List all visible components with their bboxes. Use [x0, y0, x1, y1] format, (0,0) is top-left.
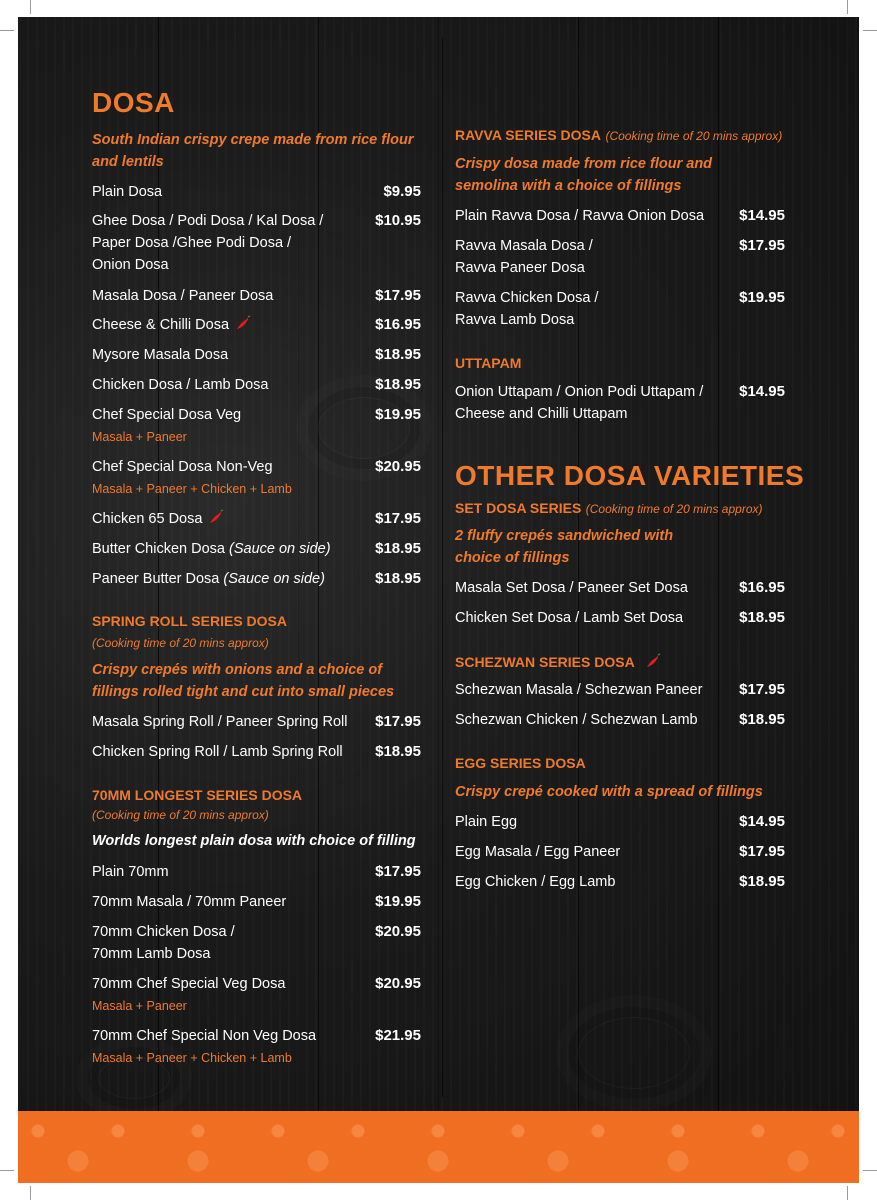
menu-item-name-text: Chicken Spring Roll / Lamb Spring Roll [92, 744, 343, 760]
menu-item-name [92, 508, 361, 530]
menu-item-name-text: Masala Spring Roll / Paneer Spring Roll [92, 714, 348, 730]
menu-item-name [92, 1025, 361, 1047]
menu-item [455, 607, 785, 629]
menu-item [92, 210, 421, 276]
menu-item-note: (Sauce on side) [219, 571, 325, 587]
menu-item-note: (Sauce on side) [224, 541, 331, 557]
menu-item [455, 287, 785, 331]
crop-mark [30, 0, 31, 14]
set-dosa-heading [455, 500, 763, 518]
menu-item-name-text: Ghee Dosa / Podi Dosa / Kal Dosa / Paper Dosa /Ghee Podi Dosa / Onion Dosa [92, 213, 324, 273]
set-dosa-title: SET DOSA SERIES [455, 500, 582, 516]
menu-item-name [92, 921, 361, 965]
menu-item-price: $18.95 [375, 570, 421, 587]
longest-note: (Cooking time of 20 mins approx) [92, 808, 269, 822]
menu-item-price: $14.95 [739, 383, 785, 400]
menu-item-name-text: Cheese & Chilli Dosa [92, 317, 230, 333]
crop-mark [0, 1170, 14, 1171]
menu-item-name [455, 607, 725, 629]
ravva-description: Crispy dosa made from rice flour and semolina with a choice of fillings [455, 156, 713, 194]
menu-item-price: $16.95 [739, 579, 785, 596]
menu-item-subtext: Masala + Paneer + Chicken + Lamb [92, 1051, 292, 1065]
set-dosa-note: (Cooking time of 20 mins approx) [585, 502, 763, 516]
menu-item-name [92, 456, 361, 478]
menu-item-name-text: Mysore Masala Dosa [92, 347, 229, 363]
menu-item-name [92, 973, 361, 995]
menu-item-name-text: Ravva Chicken Dosa / Ravva Lamb Dosa [455, 290, 599, 328]
menu-item-price: $19.95 [739, 289, 785, 306]
menu-item-price: $10.95 [375, 212, 421, 229]
menu-item [92, 1025, 421, 1069]
column-divider [442, 37, 443, 1097]
other-dosa-title: OTHER DOSA VARIETIES [455, 460, 805, 491]
menu-item [455, 577, 785, 599]
menu-item-price: $18.95 [375, 743, 421, 760]
menu-item-price: $17.95 [375, 713, 421, 730]
menu-item-price: $17.95 [739, 237, 785, 254]
chili-icon [235, 315, 251, 331]
menu-item [92, 181, 421, 203]
menu-item-price: $18.95 [375, 346, 421, 363]
menu-item-name-text: Chef Special Dosa Non-Veg [92, 459, 273, 475]
ravva-title: RAVVA SERIES DOSA [455, 127, 601, 143]
spring-roll-title: SPRING ROLL SERIES DOSA [92, 613, 287, 629]
menu-item [455, 679, 785, 701]
menu-item [92, 891, 421, 913]
menu-item-name [92, 181, 361, 203]
menu-item [92, 973, 421, 1017]
menu-item [455, 709, 785, 731]
menu-item-name [92, 711, 361, 733]
menu-item-name-text: Plain Ravva Dosa / Ravva Onion Dosa [455, 208, 705, 224]
menu-item-name [92, 210, 361, 276]
menu-item-price: $14.95 [739, 813, 785, 830]
menu-item-name-text: Masala Dosa / Paneer Dosa [92, 288, 274, 304]
menu-item-name-text: 70mm Chef Special Veg Dosa [92, 976, 286, 992]
menu-item-name [455, 235, 725, 279]
menu-item [455, 205, 785, 227]
chili-icon [208, 509, 224, 525]
menu-item-name-text: Chicken Dosa / Lamb Dosa [92, 377, 269, 393]
menu-item-price: $18.95 [375, 376, 421, 393]
egg-title: EGG SERIES DOSA [455, 755, 586, 771]
set-dosa-description: 2 fluffy crepés sandwiched with choice of fillings [455, 528, 674, 566]
menu-item-name-text: Egg Chicken / Egg Lamb [455, 874, 616, 890]
menu-item-name-text: Butter Chicken Dosa [92, 541, 225, 557]
menu-item [92, 456, 421, 500]
crop-mark [847, 1186, 848, 1200]
longest-title: 70MM LONGEST SERIES DOSA [92, 787, 303, 803]
crop-mark [863, 30, 877, 31]
crop-mark [30, 1186, 31, 1200]
menu-item-name-text: Onion Uttapam / Onion Podi Uttapam / Cheese and Chilli Uttapam [455, 384, 704, 422]
menu-item-price: $20.95 [375, 975, 421, 992]
menu-item [455, 871, 785, 893]
menu-item-subtext: Masala + Paneer [92, 999, 187, 1013]
menu-item-subtext: Masala + Paneer [92, 430, 187, 444]
menu-board [18, 17, 859, 1112]
menu-item-subtext: Masala + Paneer + Chicken + Lamb [92, 482, 292, 496]
menu-item-price: $18.95 [739, 609, 785, 626]
menu-item [455, 841, 785, 863]
menu-item-name-text: Plain Dosa [92, 184, 163, 200]
menu-item-name [92, 741, 361, 763]
menu-item-name [455, 709, 725, 731]
menu-item-name [455, 577, 725, 599]
menu-item [92, 374, 421, 396]
chili-icon [645, 653, 661, 669]
spring-roll-description: Crispy crepés with onions and a choice of fillings rolled tight and cut into small pieces [92, 662, 395, 700]
crop-mark [863, 1170, 877, 1171]
ravva-heading [455, 127, 782, 145]
egg-description: Crispy crepé cooked with a spread of fillings [455, 784, 763, 800]
menu-item-name [92, 404, 361, 426]
menu-item [92, 538, 421, 560]
dosa-title: DOSA [92, 87, 175, 118]
menu-item-price: $19.95 [375, 893, 421, 910]
menu-item-name [92, 568, 361, 590]
menu-item-name [92, 861, 361, 883]
menu-item-price: $21.95 [375, 1027, 421, 1044]
footer-pattern-band [18, 1111, 859, 1183]
wood-knot [578, 1017, 690, 1089]
menu-item-price: $17.95 [739, 681, 785, 698]
menu-item-name-text: Masala Set Dosa / Paneer Set Dosa [455, 580, 688, 596]
menu-item [92, 404, 421, 448]
menu-item-name [455, 811, 725, 833]
menu-item-price: $18.95 [375, 540, 421, 557]
menu-item-name-text: Chicken Set Dosa / Lamb Set Dosa [455, 610, 684, 626]
menu-item-price: $17.95 [375, 863, 421, 880]
menu-item-name [455, 679, 725, 701]
menu-item-price: $17.95 [375, 510, 421, 527]
menu-item [455, 381, 785, 425]
menu-item-name-text: Schezwan Masala / Schezwan Paneer [455, 682, 703, 698]
menu-item [92, 568, 421, 590]
menu-item-name-text: Egg Masala / Egg Paneer [455, 844, 621, 860]
crop-mark [0, 30, 14, 31]
schezwan-title: SCHEZWAN SERIES DOSA [455, 654, 635, 670]
menu-item-name-text: Schezwan Chicken / Schezwan Lamb [455, 712, 698, 728]
menu-item-name [92, 374, 361, 396]
menu-item-name [92, 891, 361, 913]
menu-item [92, 508, 421, 530]
menu-item-name-text: Chef Special Dosa Veg [92, 407, 242, 423]
crop-mark [847, 0, 848, 14]
menu-item-name [455, 205, 725, 227]
menu-item-name [455, 381, 725, 425]
menu-item-name [455, 871, 725, 893]
menu-item-name [455, 841, 725, 863]
menu-item-name-text: 70mm Chicken Dosa / 70mm Lamb Dosa [92, 924, 235, 962]
menu-item [455, 235, 785, 279]
menu-item [92, 861, 421, 883]
menu-item-name-text: Paneer Butter Dosa [92, 571, 220, 587]
menu-item [92, 285, 421, 307]
menu-item [92, 741, 421, 763]
menu-item-name [92, 538, 361, 560]
menu-item-name [92, 314, 361, 336]
menu-item-name-text: Ravva Masala Dosa / Ravva Paneer Dosa [455, 238, 593, 276]
menu-item [92, 314, 421, 336]
longest-description: Worlds longest plain dosa with choice of filling [92, 833, 416, 849]
menu-item-name-text: Plain 70mm [92, 864, 169, 880]
menu-item-price: $14.95 [739, 207, 785, 224]
menu-item-name [455, 287, 725, 331]
menu-item-price: $20.95 [375, 458, 421, 475]
menu-item-price: $17.95 [375, 287, 421, 304]
menu-item [92, 921, 421, 965]
menu-item-name [92, 285, 361, 307]
schezwan-heading [455, 653, 661, 672]
menu-item-price: $18.95 [739, 711, 785, 728]
ravva-note: (Cooking time of 20 mins approx) [605, 129, 783, 143]
menu-item [92, 344, 421, 366]
menu-item-name-text: 70mm Chef Special Non Veg Dosa [92, 1028, 317, 1044]
menu-item-name-text: Plain Egg [455, 814, 518, 830]
menu-item-price: $9.95 [383, 183, 421, 200]
menu-item-price: $20.95 [375, 923, 421, 940]
menu-item [92, 711, 421, 733]
menu-item-price: $19.95 [375, 406, 421, 423]
uttapam-title: UTTAPAM [455, 355, 522, 371]
dosa-description: South Indian crispy crepe made from rice flour and lentils [92, 132, 414, 170]
menu-item-price: $17.95 [739, 843, 785, 860]
spring-roll-note: (Cooking time of 20 mins approx) [92, 636, 269, 650]
menu-item-price: $18.95 [739, 873, 785, 890]
menu-item-price: $16.95 [375, 316, 421, 333]
menu-item [455, 811, 785, 833]
menu-item-name-text: 70mm Masala / 70mm Paneer [92, 894, 287, 910]
menu-item-name-text: Chicken 65 Dosa [92, 511, 203, 527]
menu-item-name [92, 344, 361, 366]
